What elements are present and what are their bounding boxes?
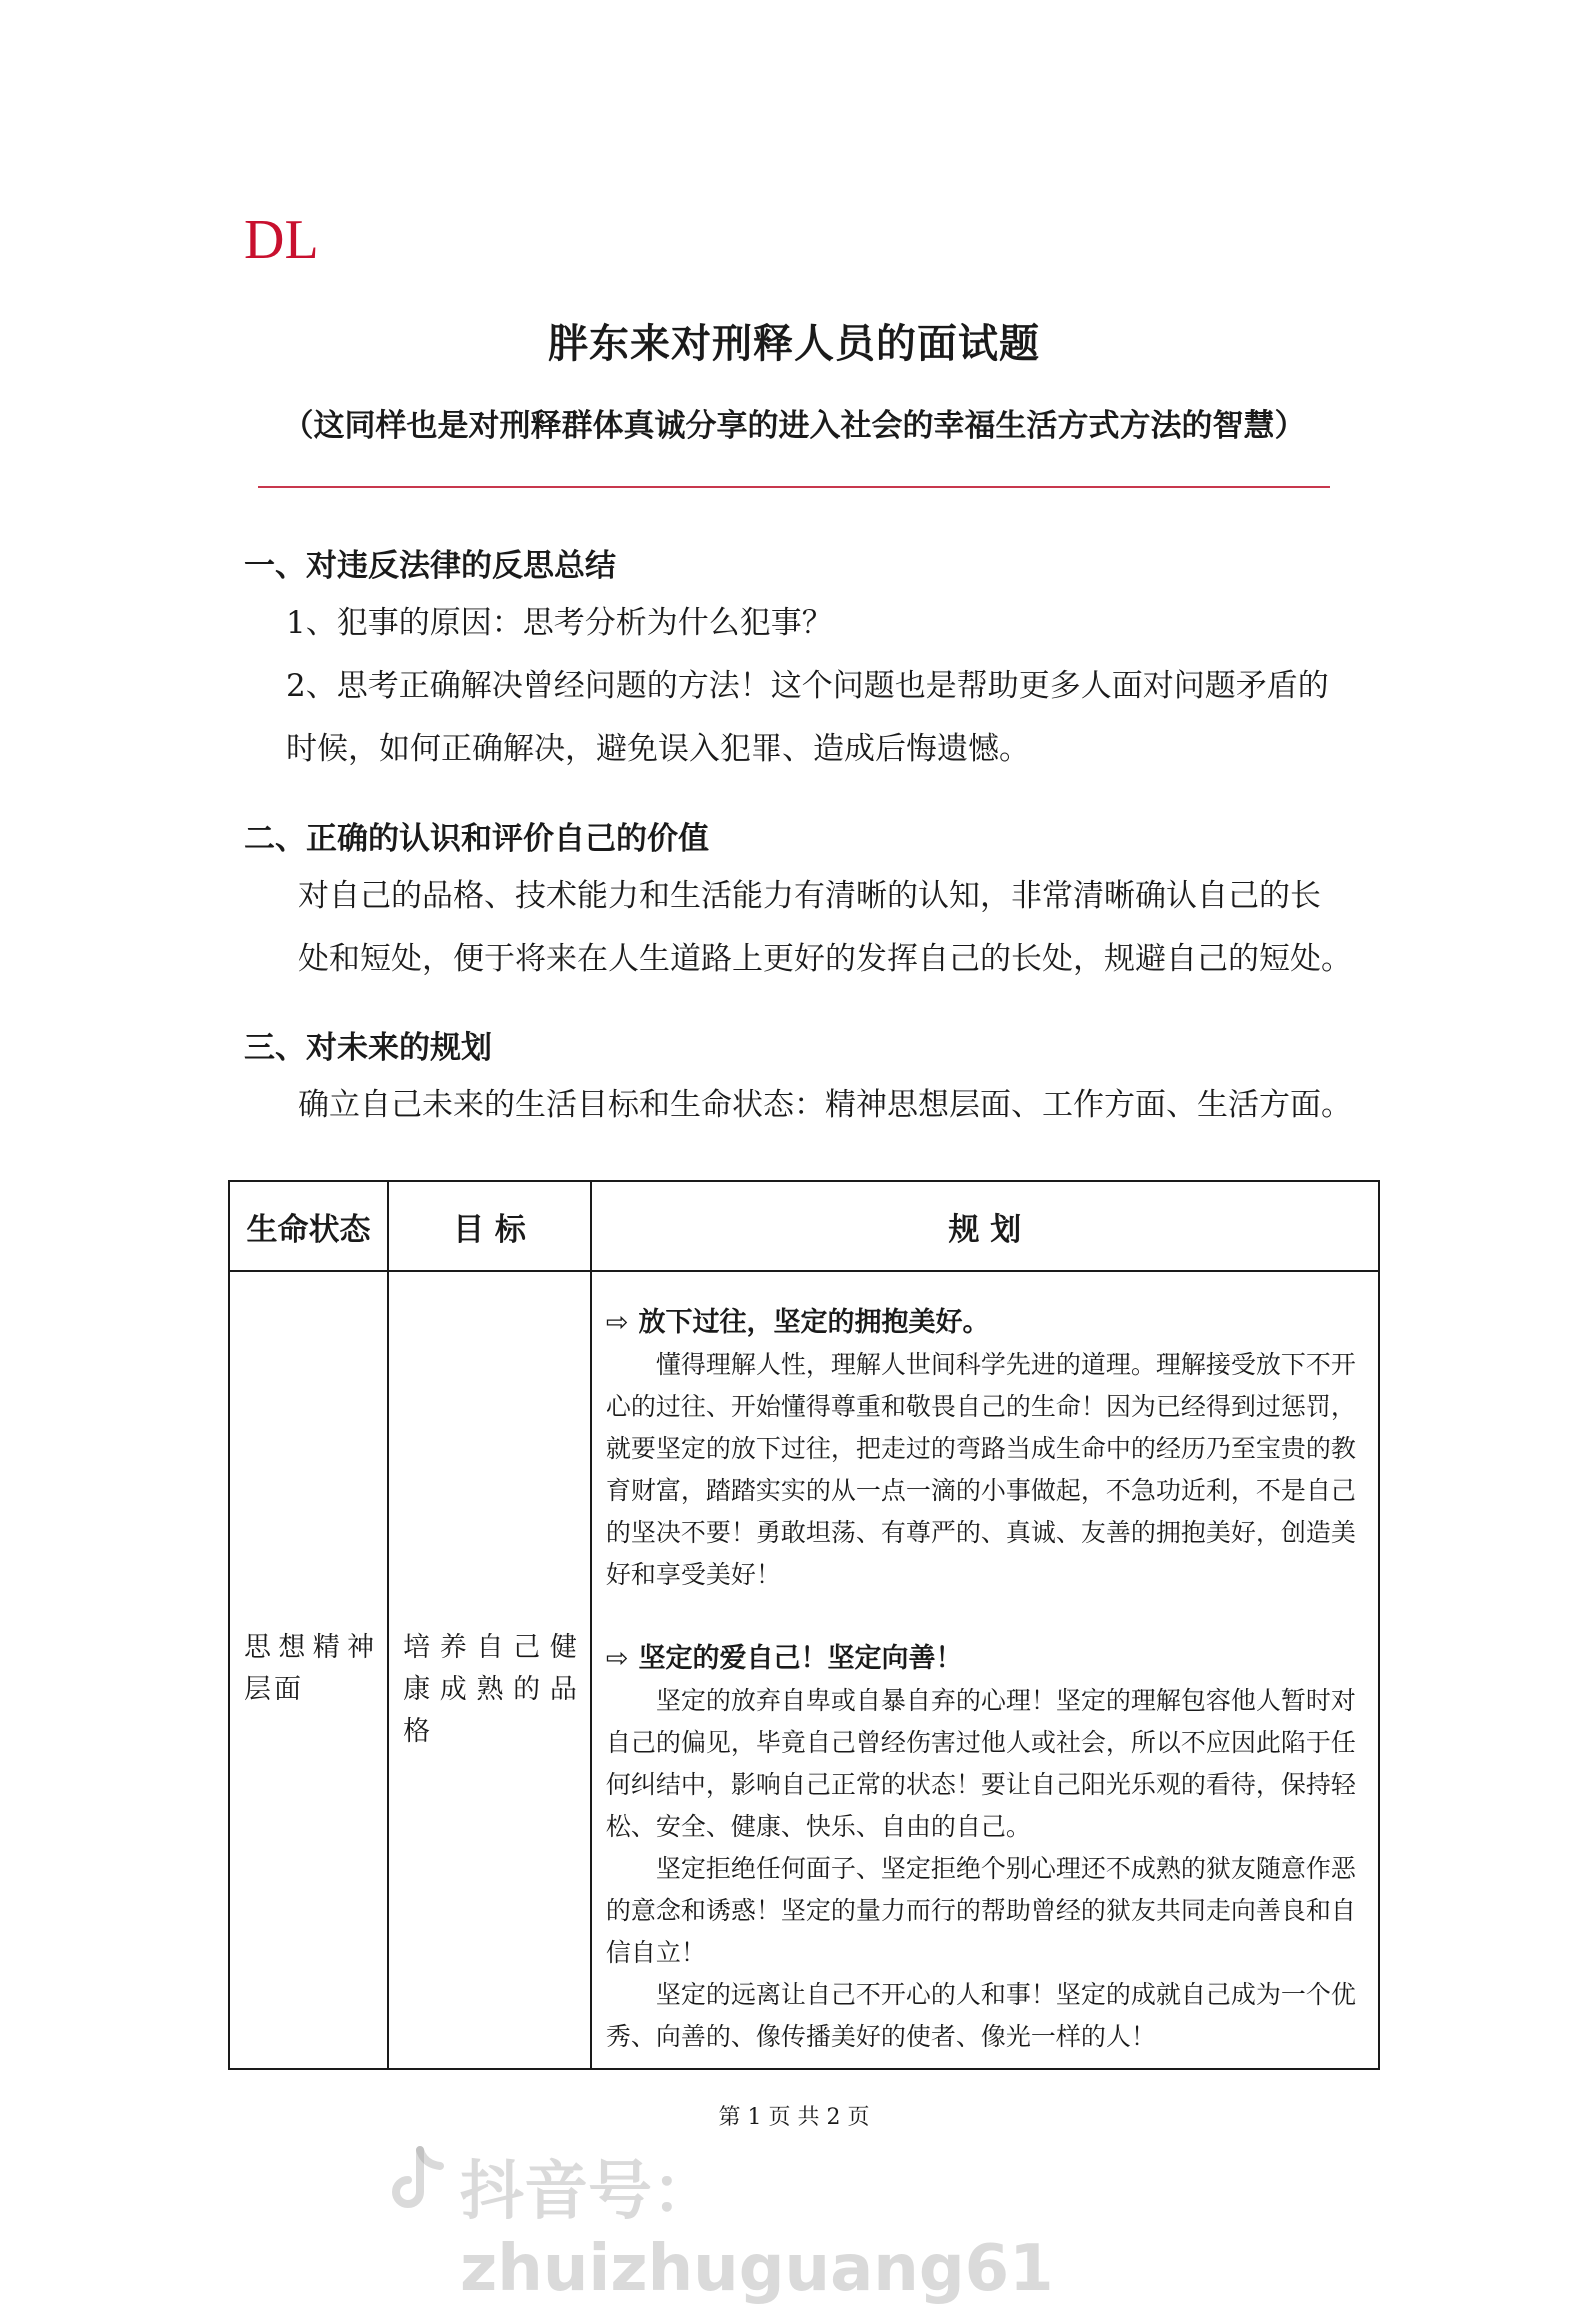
paragraph-spacer xyxy=(606,1596,1364,1638)
plan-paragraph-3: 坚定拒绝任何面子、坚定拒绝个别心理还不成熟的狱友随意作恶的意念和诱惑！坚定的量力而行的帮助曾经的狱友共同走向善良和自信自立！ xyxy=(605,1854,1356,1967)
section-2-line-2: 处和短处，便于将来在人生道路上更好的发挥自己的长处，规避自己的短处。 xyxy=(298,941,1352,977)
section-2-line-1: 对自己的品格、技术能力和生活能力有清晰的认知，非常清晰确认自己的长 xyxy=(298,878,1321,914)
company-logo xyxy=(244,208,336,266)
plan-bullet-1 xyxy=(606,1302,1364,1344)
title-divider xyxy=(258,486,1330,488)
tiktok-icon xyxy=(388,2146,448,2216)
section-2-heading: 二、正确的认识和评价自己的价值 xyxy=(244,821,709,857)
document-title: 胖东来对刑释人员的面试题 xyxy=(548,320,1040,367)
plan-bullet-2 xyxy=(606,1638,1364,1680)
page-footer: 第 1 页 共 2 页 xyxy=(718,2105,870,2130)
arrow-right-icon: ⇨ xyxy=(605,1307,629,1338)
cell-life-state: 思想精神层面 xyxy=(229,1271,388,2069)
plan-paragraph-2: 坚定的放弃自卑或自暴自弃的心理！坚定的理解包容他人暂时对自己的偏见，毕竟自己曾经伤害过他人或社会，所以不应因此陷于任何纠结中，影响自己正常的状态！要让自己阳光乐观的看待，保持轻松、安全、健康、快乐、自由的自己。 xyxy=(605,1686,1356,1841)
table-header-row xyxy=(229,1181,1379,1271)
logo-mark xyxy=(244,208,336,266)
document-subtitle: （这同样也是对刑释群体真诚分享的进入社会的幸福生活方式方法的智慧） xyxy=(282,408,1306,444)
section-3-heading: 三、对未来的规划 xyxy=(244,1030,492,1066)
section-1-item-2-line-1: 2、思考正确解决曾经问题的方法！这个问题也是帮助更多人面对问题矛盾的 xyxy=(286,668,1329,704)
table-row xyxy=(229,1271,1379,2069)
header-plan: 规 划 xyxy=(591,1181,1379,1271)
section-3-line-1: 确立自己未来的生活目标和生命状态：精神思想层面、工作方面、生活方面。 xyxy=(298,1087,1352,1123)
section-1-item-2-line-2: 时候，如何正确解决，避免误入犯罪、造成后悔遗憾。 xyxy=(286,731,1030,767)
plan-bullet-1-text: 放下过往，坚定的拥抱美好。 xyxy=(638,1307,990,1338)
logo-text: DL xyxy=(244,209,319,266)
plan-bullet-2-text: 坚定的爱自己！坚定向善！ xyxy=(638,1643,963,1674)
header-life-state: 生命状态 xyxy=(229,1181,388,1271)
cell-plan xyxy=(591,1271,1379,2069)
arrow-right-icon: ⇨ xyxy=(605,1643,629,1674)
plan-paragraph-1: 懂得理解人性，理解人世间科学先进的道理。理解接受放下不开心的过往、开始懂得尊重和敬畏自己的生命！因为已经得到过惩罚，就要坚定的放下过往，把走过的弯路当成生命中的经历乃至宝贵的教育财富，踏踏实实的从一点一滴的小事做起，不急功近利，不是自己的坚决不要！勇敢坦荡、有尊严的、真诚、友善的拥抱美好，创造美好和享受美好！ xyxy=(605,1350,1356,1589)
header-goal: 目 标 xyxy=(388,1181,591,1271)
life-planning-table xyxy=(228,1180,1380,2070)
plan-paragraph-4: 坚定的远离让自己不开心的人和事！坚定的成就自己成为一个优秀、向善的、像传播美好的使者、像光一样的人！ xyxy=(605,1980,1356,2051)
section-1-heading: 一、对违反法律的反思总结 xyxy=(244,548,616,584)
watermark xyxy=(388,2140,1208,2306)
watermark-text: 抖音号：zhuizhuguang61 xyxy=(460,2155,1054,2306)
cell-goal: 培养自己健康成熟的品格 xyxy=(388,1271,591,2069)
section-1-item-1: 1、犯事的原因：思考分析为什么犯事？ xyxy=(286,605,833,641)
